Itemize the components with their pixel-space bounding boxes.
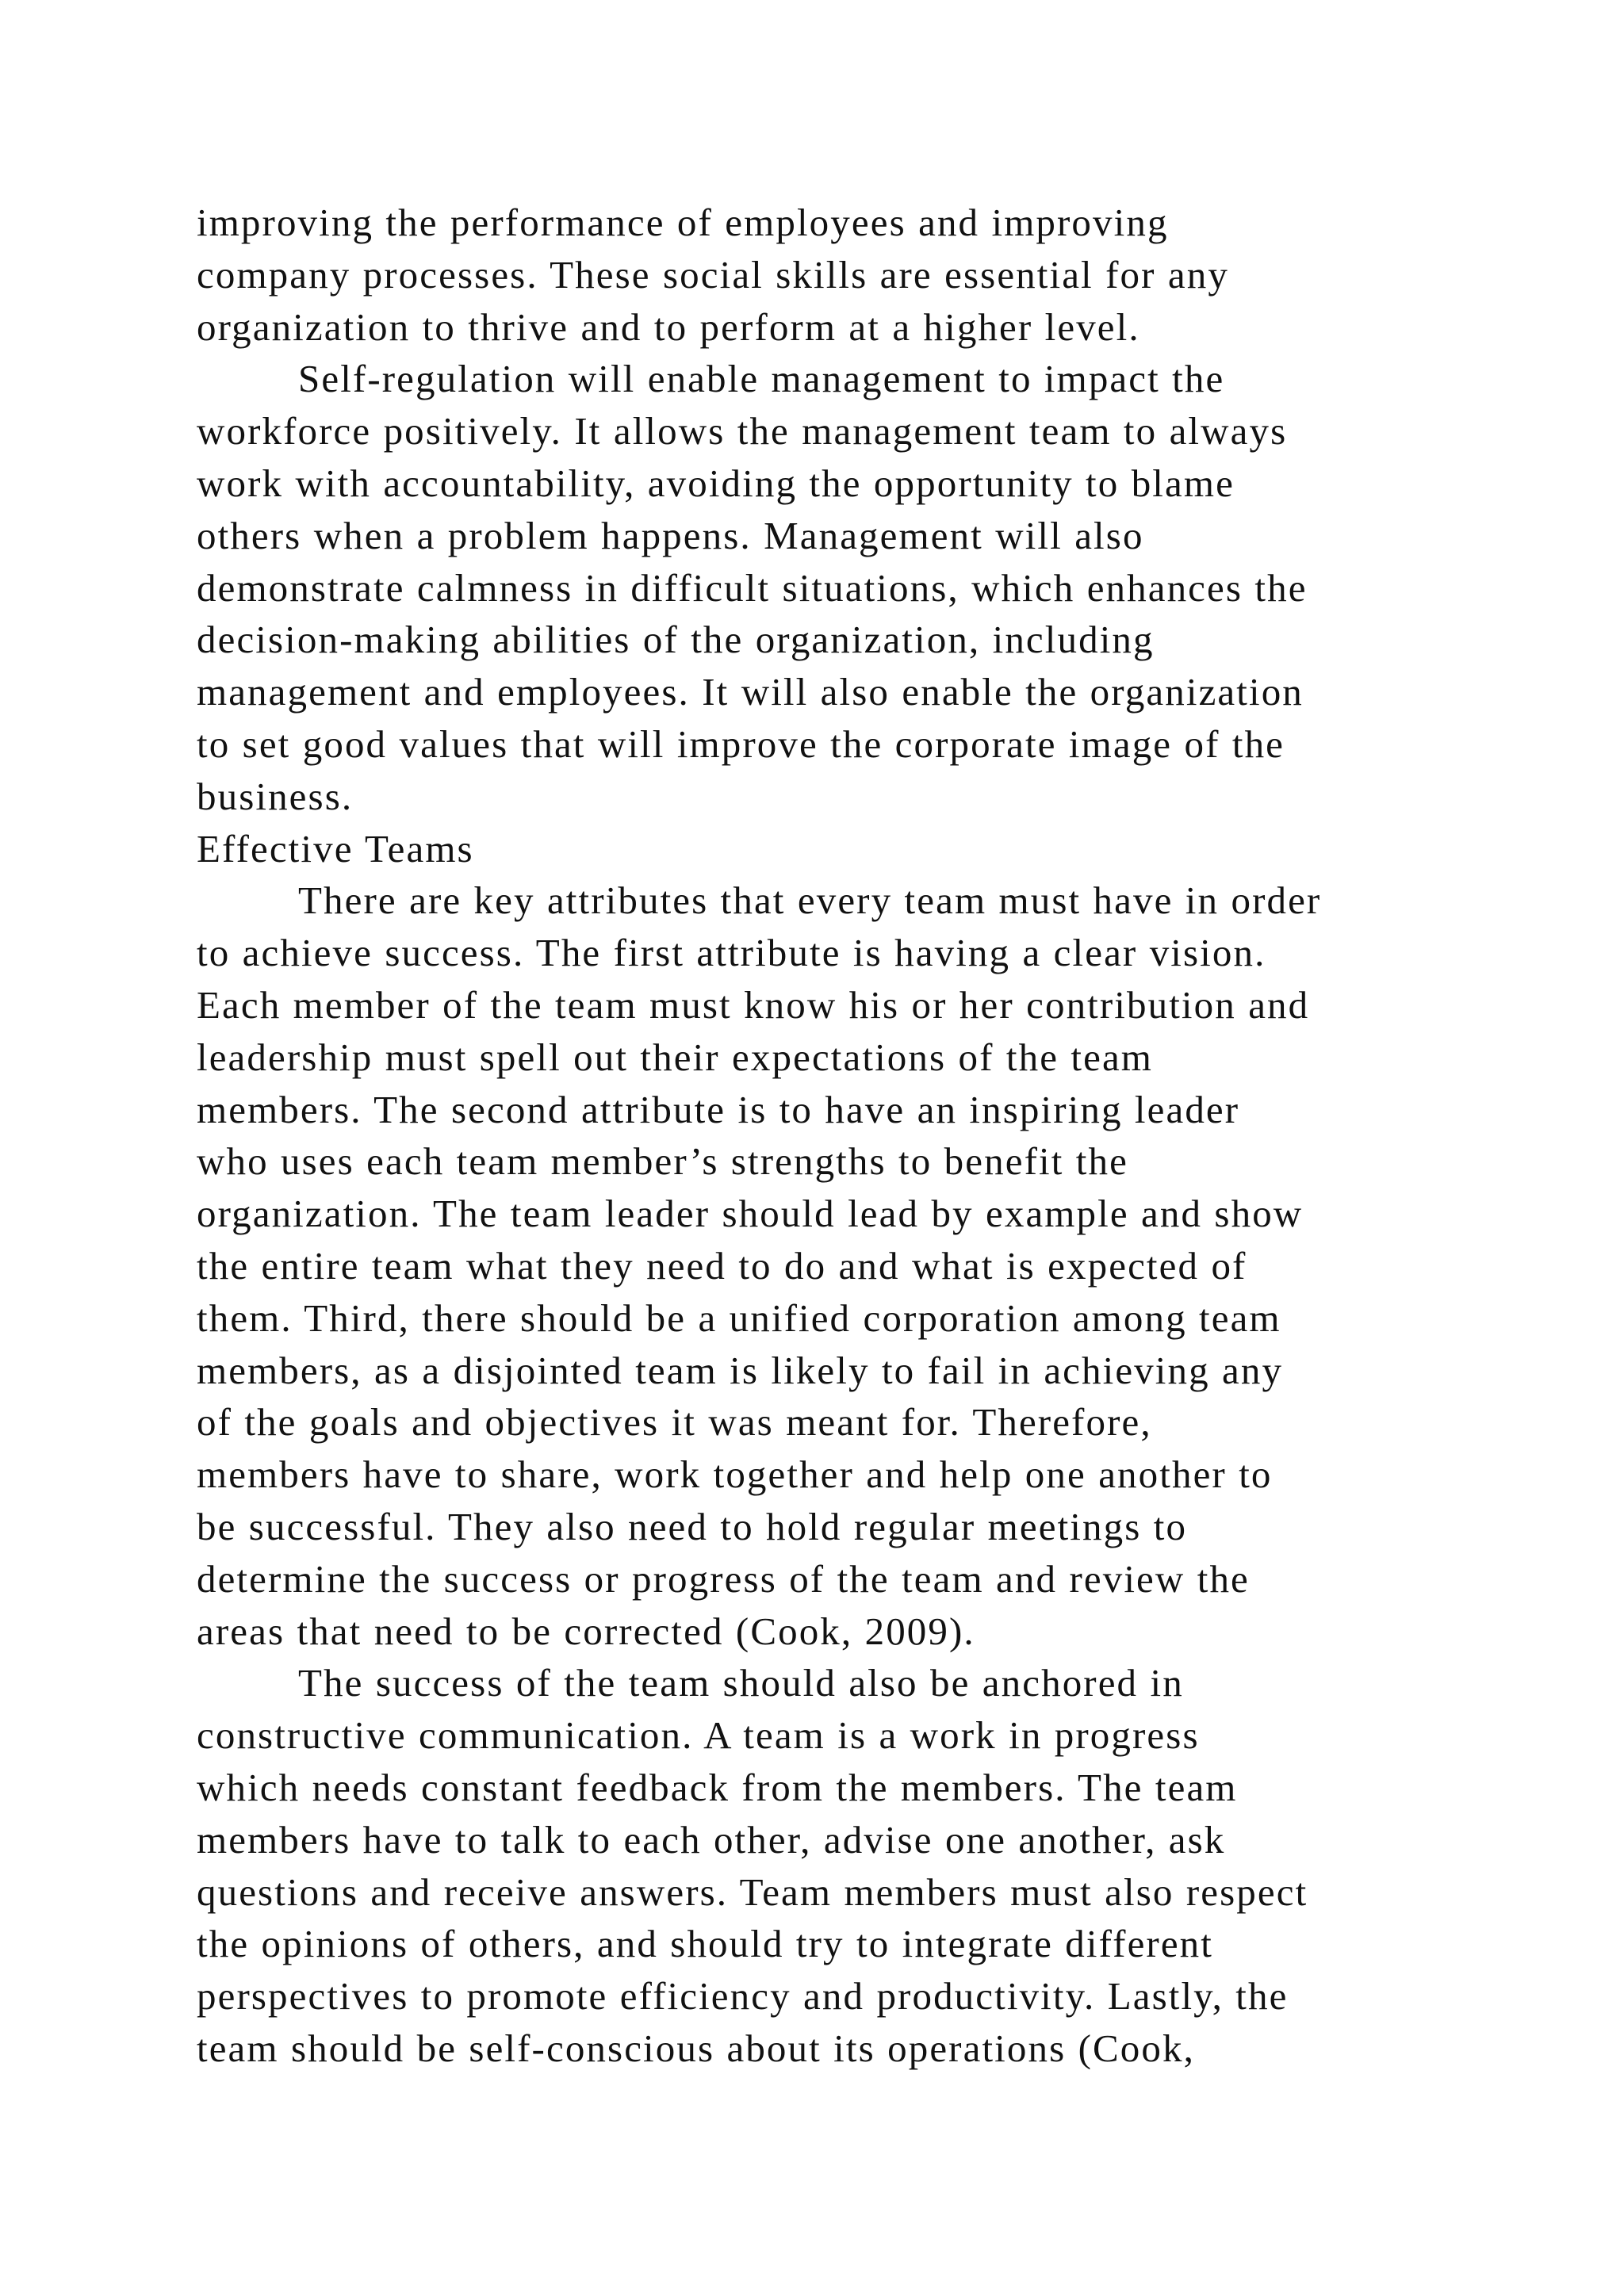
text-line: the opinions of others, and should try to integrate different — [197, 1922, 1213, 1966]
text-line: Each member of the team must know his or her contribution and — [197, 982, 1310, 1027]
text-line: the entire team what they need to do and what is expected of — [197, 1243, 1247, 1288]
text-line: members have to talk to each other, advise one another, ask — [197, 1817, 1226, 1862]
text-line: to set good values that will improve the corporate image of the — [197, 721, 1285, 766]
text-line: members, as a disjointed team is likely to fail in achieving any — [197, 1348, 1284, 1392]
text-line: determine the success or progress of the team and review the — [197, 1556, 1250, 1601]
text-line: leadership must spell out their expectations of the team — [197, 1035, 1154, 1079]
text-line: work with accountability, avoiding the opportunity to blame — [197, 461, 1235, 505]
text-line: of the goals and objectives it was meant for. Therefore, — [197, 1400, 1152, 1445]
text-line: management and employees. It will also enable the organization — [197, 670, 1304, 714]
text-line: decision-making abilities of the organization, including — [197, 618, 1155, 662]
text-line: workforce positively. It allows the management team to always — [197, 409, 1288, 453]
text-line: improving the performance of employees and improving — [197, 201, 1169, 244]
document-body — [197, 197, 1465, 2075]
text-line: company processes. These social skills are essential for any — [197, 252, 1229, 297]
text-line: perspectives to promote efficiency and productivity. Lastly, the — [197, 1974, 1289, 2019]
text-line: The success of the team should also be anchored in — [298, 1661, 1184, 1705]
text-line: There are key attributes that every team must have in order — [298, 878, 1322, 923]
text-line: be successful. They also need to hold regular meetings to — [197, 1504, 1188, 1548]
text-line: others when a problem happens. Management will also — [197, 513, 1144, 557]
text-line: questions and receive answers. Team members must also respect — [197, 1869, 1308, 1914]
text-line: business. — [197, 774, 354, 818]
text-line: organization to thrive and to perform at a higher level. — [197, 304, 1140, 349]
section-heading: Effective Teams — [197, 826, 474, 871]
text-line: members have to share, work together and help one another to — [197, 1452, 1273, 1497]
text-line: who uses each team member’s strengths to benefit the — [197, 1139, 1128, 1184]
text-line: areas that need to be corrected (Cook, 2009). — [197, 1609, 975, 1653]
text-line: them. Third, there should be a unified corporation among team — [197, 1295, 1281, 1340]
text-line: team should be self-conscious about its operations (Cook, — [197, 2026, 1195, 2070]
text-line: organization. The team leader should lead by example and show — [197, 1192, 1304, 1236]
text-line: which needs constant feedback from the members. The team — [197, 1765, 1238, 1809]
text-line: to achieve success. The first attribute is having a clear vision. — [197, 931, 1266, 975]
text-line: demonstrate calmness in difficult situations, which enhances the — [197, 565, 1308, 610]
text-line: members. The second attribute is to have an inspiring leader — [197, 1087, 1240, 1131]
text-line: constructive communication. A team is a work in progress — [197, 1713, 1200, 1758]
text-line: Self-regulation will enable management to impact the — [298, 357, 1225, 401]
